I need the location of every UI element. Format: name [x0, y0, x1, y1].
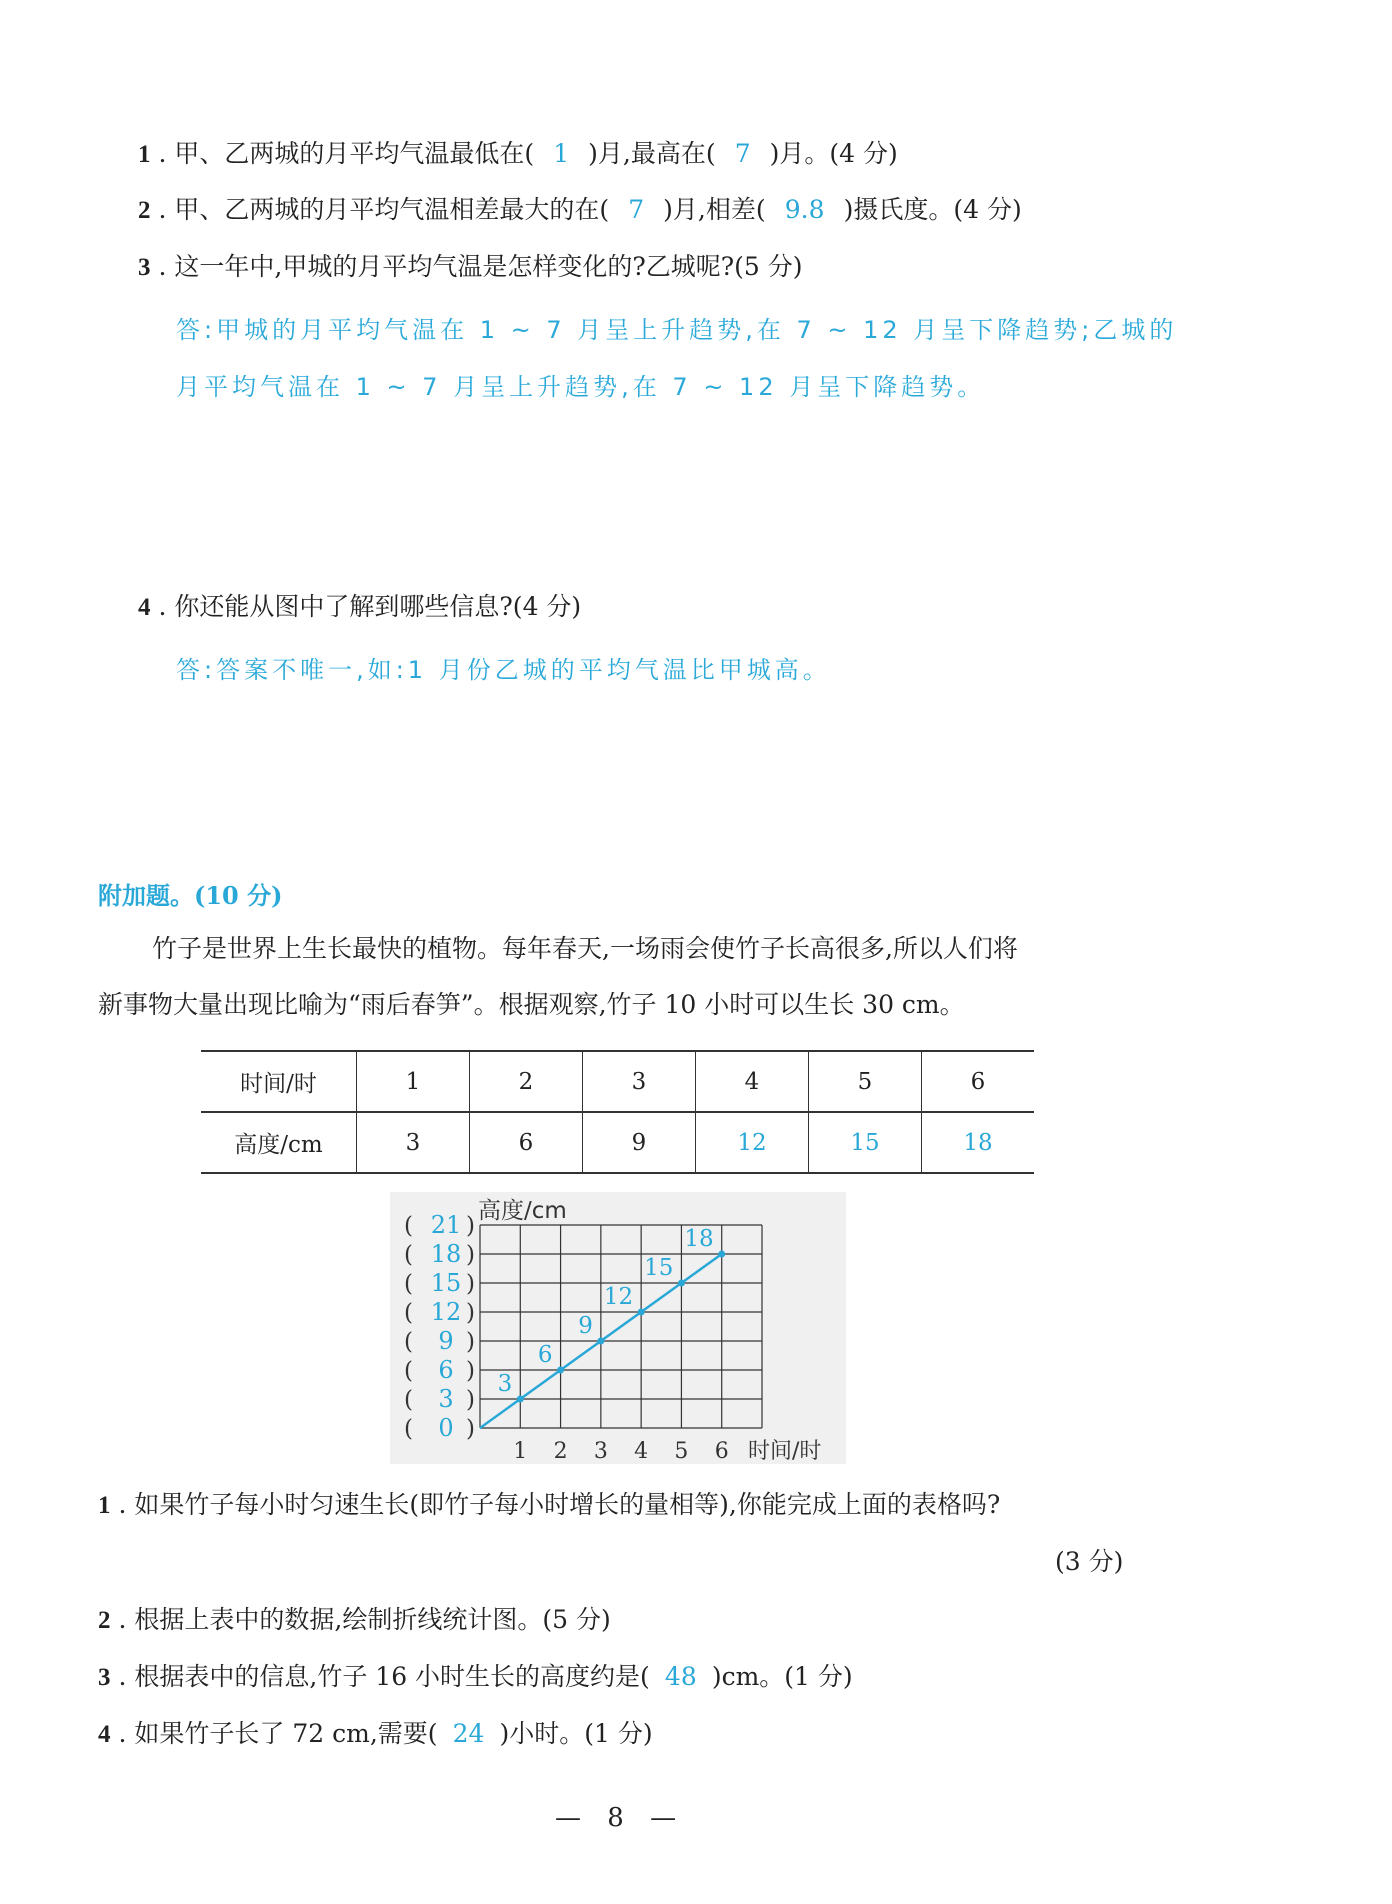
growth-line-chart: [390, 1192, 846, 1464]
table-cell: 3: [583, 1051, 696, 1112]
question-number: 4: [138, 594, 151, 621]
y-tick-paren-open: (: [404, 1329, 413, 1355]
y-tick-paren-open: (: [404, 1387, 413, 1413]
y-tick-label: 9: [438, 1327, 454, 1355]
bonus-paragraph-line2: 新事物大量出现比喻为“雨后春笋”。根据观察,竹子 10 小时可以生长 30 cm。: [98, 990, 965, 1019]
bonus-question-1-score: (3 分): [1055, 1547, 1124, 1576]
data-point: [638, 1309, 645, 1316]
question-number: 1: [98, 1492, 111, 1519]
x-tick-label: 6: [714, 1439, 729, 1464]
table-row-height: [201, 1112, 1034, 1173]
data-point-label: 12: [603, 1284, 634, 1310]
table-header-height: 高度/cm: [234, 1132, 323, 1158]
y-tick-paren-open: (: [404, 1242, 413, 1268]
data-point: [597, 1338, 604, 1345]
y-tick-paren-close: ): [466, 1387, 475, 1413]
y-tick-label: 15: [430, 1269, 462, 1297]
y-tick-paren-close: ): [466, 1271, 475, 1297]
y-tick-paren-open: (: [404, 1213, 413, 1239]
y-tick-paren-open: (: [404, 1271, 413, 1297]
data-point-label: 3: [497, 1371, 513, 1397]
chart-x-label: 时间/时: [748, 1439, 822, 1464]
question-number: 2: [138, 197, 151, 224]
question-number: 4: [98, 1721, 111, 1748]
answer-4: 答:答案不唯一,如:1 月份乙城的平均气温比甲城高。: [176, 656, 831, 684]
data-point-label: 9: [578, 1313, 593, 1339]
table-cell: 2: [470, 1051, 583, 1112]
answer-3-line1: 答:甲城的月平均气温在 1 ~ 7 月呈上升趋势,在 7 ~ 12 月呈下降趋势;乙城的: [176, 316, 1178, 344]
bonus-paragraph-line1: 竹子是世界上生长最快的植物。每年春天,一场雨会使竹子长高很多,所以人们将: [152, 934, 1018, 963]
table-cell: 1: [357, 1051, 470, 1112]
table-cell: 9: [583, 1112, 696, 1173]
answer-max-diff-month: 7: [628, 195, 645, 224]
question-4: 4 . 你还能从图中了解到哪些信息?(4 分): [138, 592, 582, 621]
y-tick-label: 12: [430, 1298, 462, 1326]
data-point-label: 18: [684, 1226, 714, 1252]
x-tick-label: 3: [593, 1439, 608, 1464]
table-answer-cell: 12: [696, 1112, 809, 1173]
page-number: — 8 —: [555, 1803, 677, 1833]
table-answer-cell: 15: [809, 1112, 922, 1173]
answer-highest-month: 7: [734, 139, 751, 168]
data-point: [678, 1280, 685, 1287]
table-cell: 4: [696, 1051, 809, 1112]
bonus-question-3: 3 . 根据表中的信息,竹子 16 小时生长的高度约是( 48 )cm。(1 分): [98, 1660, 853, 1695]
page-dash-left: —: [555, 1803, 581, 1833]
data-point-label: 6: [537, 1342, 553, 1368]
table-cell: 6: [922, 1051, 1035, 1112]
x-tick-label: 1: [513, 1439, 528, 1464]
chart-y-label: 高度/cm: [478, 1198, 567, 1224]
page-dash-right: —: [650, 1803, 677, 1833]
bonus-question-2: 2 . 根据上表中的数据,绘制折线统计图。(5 分): [98, 1605, 611, 1634]
y-tick-paren-close: ): [466, 1213, 475, 1239]
bonus-question-4: 4 . 如果竹子长了 72 cm,需要( 24 )小时。(1 分): [98, 1717, 653, 1752]
question-number: 3: [98, 1664, 111, 1691]
question-3: 3 . 这一年中,甲城的月平均气温是怎样变化的?乙城呢?(5 分): [138, 252, 803, 281]
growth-table: [201, 1050, 1034, 1174]
y-tick-paren-open: (: [404, 1416, 413, 1442]
question-number: 2: [98, 1607, 111, 1634]
data-point: [718, 1251, 725, 1258]
y-tick-paren-open: (: [404, 1300, 413, 1326]
y-tick-label: 21: [430, 1211, 462, 1239]
table-cell: 5: [809, 1051, 922, 1112]
answer-3-line2: 月平均气温在 1 ~ 7 月呈上升趋势,在 7 ~ 12 月呈下降趋势。: [176, 373, 986, 401]
answer-diff-value: 9.8: [784, 195, 825, 224]
y-tick-paren-close: ): [466, 1416, 475, 1442]
y-tick-paren-open: (: [404, 1358, 413, 1384]
question-1: 1 . 甲、乙两城的月平均气温最低在( 1 )月,最高在( 7 )月。(4 分): [138, 137, 898, 172]
y-tick-paren-close: ): [466, 1242, 475, 1268]
x-tick-label: 4: [634, 1439, 649, 1464]
question-number: 1: [138, 141, 151, 168]
x-tick-label: 2: [553, 1439, 568, 1464]
y-tick-label: 3: [438, 1385, 454, 1413]
question-number: 3: [138, 254, 151, 281]
y-tick-paren-close: ): [466, 1358, 475, 1384]
y-tick-label: 18: [430, 1240, 462, 1268]
table-cell: 3: [357, 1112, 470, 1173]
answer-hours-needed: 24: [452, 1719, 485, 1748]
y-tick-label: 6: [438, 1356, 454, 1384]
y-tick-label: 0: [438, 1414, 454, 1442]
question-2: 2 . 甲、乙两城的月平均气温相差最大的在( 7 )月,相差( 9.8 )摄氏度。(4 分): [138, 193, 1022, 228]
answer-lowest-month: 1: [553, 139, 570, 168]
data-point-label: 15: [644, 1255, 674, 1281]
data-point: [557, 1367, 564, 1374]
x-tick-label: 5: [674, 1439, 689, 1464]
data-point: [517, 1396, 524, 1403]
table-cell: 6: [470, 1112, 583, 1173]
bonus-title: 附加题。(10 分): [98, 881, 283, 910]
bonus-question-1: 1 . 如果竹子每小时匀速生长(即竹子每小时增长的量相等),你能完成上面的表格吗?: [98, 1490, 1001, 1519]
table-answer-cell: 18: [922, 1112, 1035, 1173]
table-row-time: [201, 1051, 1034, 1112]
y-tick-paren-close: ): [466, 1300, 475, 1326]
table-header-time: 时间/时: [240, 1071, 317, 1097]
y-tick-paren-close: ): [466, 1329, 475, 1355]
answer-16h-height: 48: [664, 1662, 697, 1691]
